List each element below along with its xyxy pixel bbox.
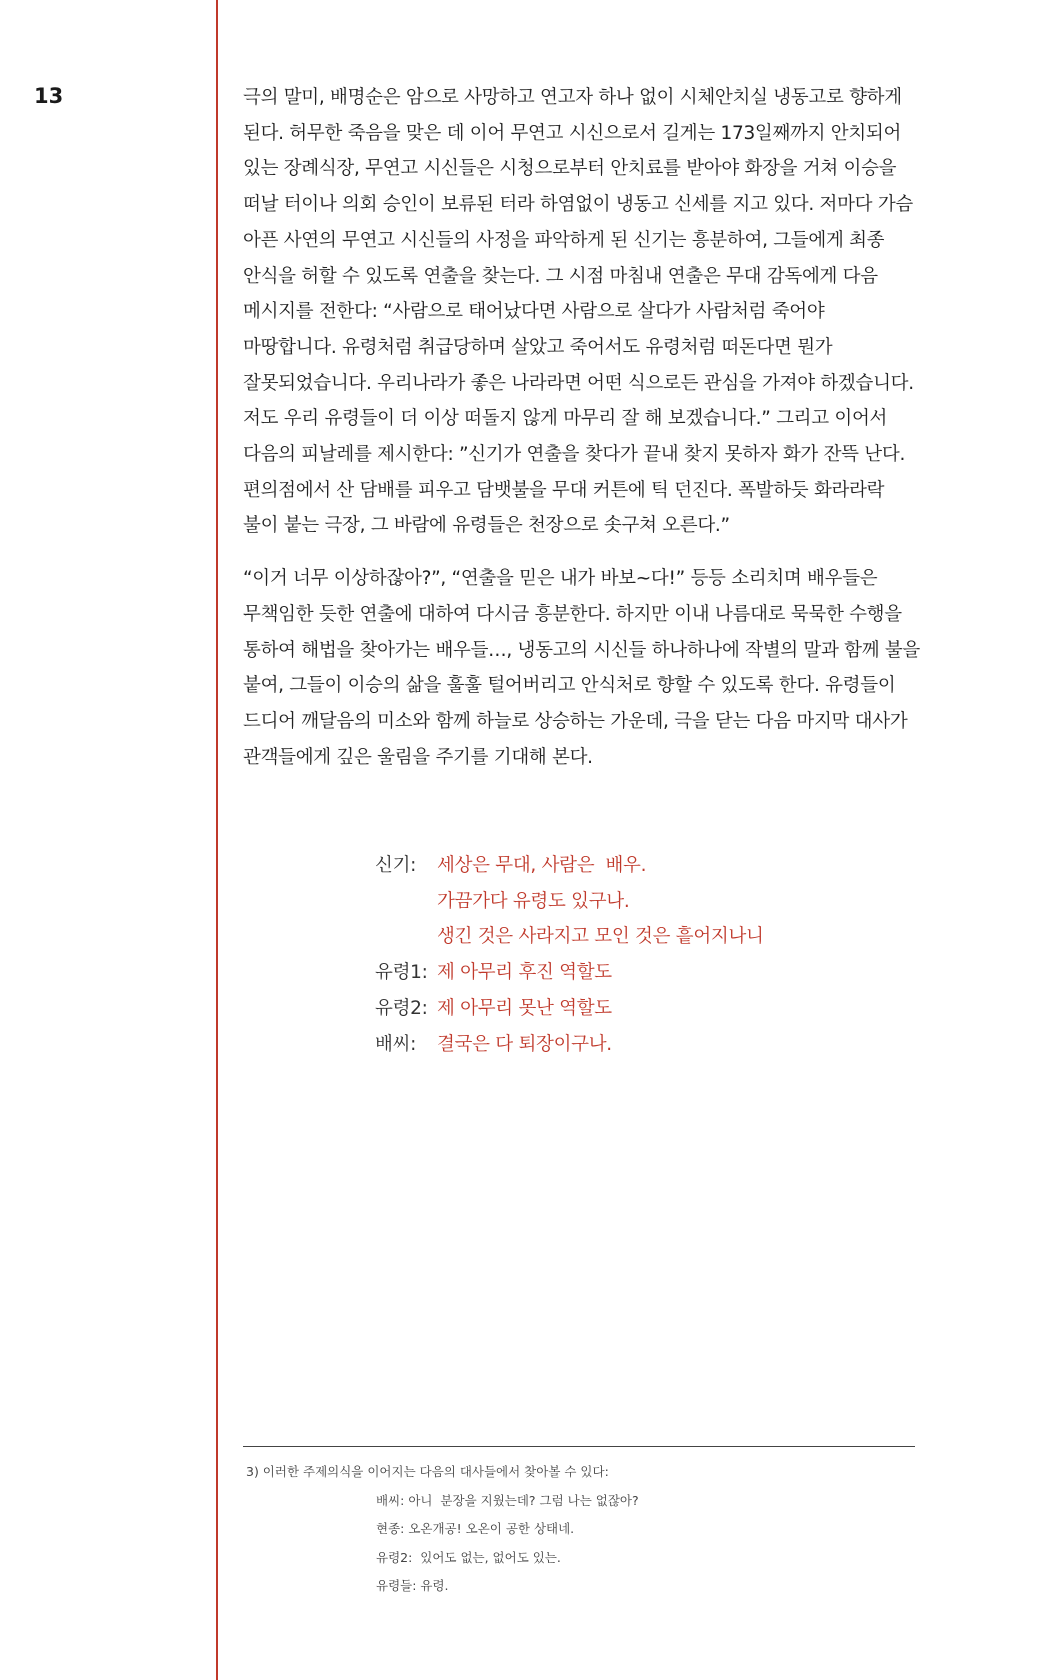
footnote — [246, 1458, 906, 1601]
dialogue-line: 세상은 무대, 사람은 배우. — [437, 855, 647, 876]
dialogue-line: 가끔가다 유령도 있구나. — [437, 890, 630, 912]
dialogue-speaker: 신기: — [375, 855, 417, 876]
dialogue-lines — [437, 955, 612, 991]
dialogue-lines — [437, 991, 612, 1027]
dialogue-line: 생긴 것은 사라지고 모인 것은 흩어지나니 — [437, 926, 764, 948]
dialogue-line: 제 아무리 후진 역할도 — [437, 962, 612, 984]
footnote-quote: 배씨: 아니 분장을 지웠는데? 그럼 나는 없잖아? — [376, 1492, 639, 1508]
dialogue-speaker: 배씨: — [375, 1033, 417, 1055]
dialogue-line: 제 아무리 못난 역할도 — [437, 997, 612, 1019]
body-paragraph-1: 극의 말미, 배명순은 암으로 사망하고 연고자 하나 없이 시체안치실 냉동고로 향하게 된다. 허무한 죽음을 맞은 데 이어 무연고 시신으로서 길게는 173일째까지 안치되어 있는 장례식장, 무연고 시신들은 시청으로부터 안치료를 받아야 화장을 거쳐 이승을 떠날 터이나 의회 승인이 보류된 터라 하염없이 냉동고 신세를 지고 있다. 저마다 가슴 아픈 사연의 무연고 시신들의 사정을 파악하게 된 신기는 흥분하여, 그들에게 최종 안식을 허할 수 있도록 연출을 찾는다. 그 시점 마침내 연출은 무대 감독에게 다음 메시지를 전한다: “사람으로 태어났다면 사람으로 살다가 사람처럼 죽어야 마땅합니다. 유령처럼 취급당하며 살았고 죽어서도 유령처럼 떠돈다면 뭔가 잘못되었습니다. 우리나라가 좋은 나라라면 어떤 식으로든 관심을 가져야 하겠습니다. 저도 우리 유령들이 더 이상 떠돌지 않게 마무리 잘 해 보겠습니다.” 그리고 이어서 다음의 피날레를 제시한다: ”신기가 연출을 찾다가 끝내 찾지 못하자 화가 잔뜩 난다. 편의점에서 산 담배를 피우고 담뱃불을 무대 커튼에 틱 던진다. 폭발하듯 화라라락 불이 붙는 극장, 그 바람에 유령들은 천장으로 솟구쳐 오른다.” — [243, 87, 914, 537]
dialogue-line: 결국은 다 퇴장이구나. — [437, 1033, 612, 1055]
dialogue-lines — [437, 848, 764, 955]
page-number: 13 — [34, 84, 64, 108]
body-paragraph-2: “이거 너무 이상하잖아?”, “연출을 믿은 내가 바보~다!” 등등 소리치며 배우들은 무책임한 듯한 연출에 대하여 다시금 흥분한다. 하지만 이내 나름대로 묵묵한 수행을 통하여 해법을 찾아가는 배우들…, 냉동고의 시신들 하나하나에 작별의 말과 함께 불을 붙여, 그들이 이승의 삶을 훌훌 털어버리고 안식처로 향할 수 있도록 한다. 유령들이 드디어 깨달음의 미소와 함께 하늘로 상승하는 가운데, 극을 닫는 다음 마지막 대사가 관객들에게 깊은 울림을 주기를 기대해 본다. — [243, 568, 921, 768]
dialogue-entry — [375, 1027, 935, 1063]
dialogue-entry — [375, 955, 935, 991]
dialogue-speaker: 유령2: — [375, 997, 428, 1019]
dialogue-speaker: 유령1: — [375, 962, 428, 984]
footnote-quote: 유령들: 유령. — [376, 1578, 449, 1594]
body-text — [243, 80, 923, 775]
margin-rule — [216, 0, 218, 1680]
footnote-quote: 현종: 오온개공! 오온이 공한 상태네. — [376, 1521, 575, 1537]
dialogue-entry — [375, 991, 935, 1027]
footnote-quotes — [376, 1487, 906, 1601]
footnote-divider — [243, 1446, 915, 1447]
footnote-quote: 유령2: 있어도 없는, 없어도 있는. — [376, 1549, 561, 1565]
dialogue-lines — [437, 1027, 612, 1063]
dialogue-entry — [375, 848, 935, 955]
footnote-intro: 3) 이러한 주제의식을 이어지는 다음의 대사들에서 찾아볼 수 있다: — [246, 1464, 609, 1479]
dialogue-block — [375, 848, 935, 1062]
